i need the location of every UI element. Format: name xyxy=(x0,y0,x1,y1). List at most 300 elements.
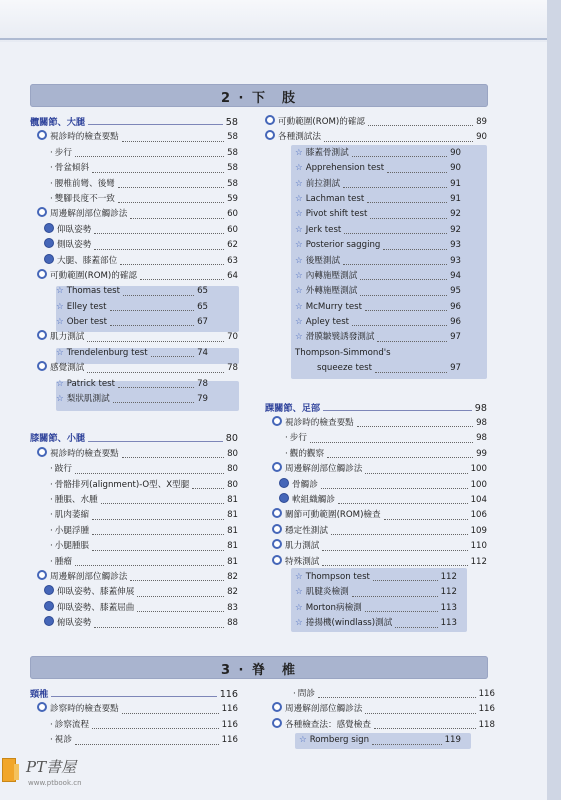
dot-leader xyxy=(92,508,224,519)
page-number: 81 xyxy=(227,541,238,552)
page-number: 98 xyxy=(476,433,487,444)
entry-title: 前拉測試 xyxy=(305,178,341,189)
page-number: 90 xyxy=(450,147,461,158)
entry-title: 問診 xyxy=(297,689,315,699)
toc-entry xyxy=(265,733,495,748)
dot-bullet-icon: · xyxy=(285,448,288,459)
filled-bullet-icon xyxy=(44,616,54,626)
dot-leader xyxy=(123,284,194,295)
circle-bullet-icon xyxy=(37,207,47,217)
dot-leader xyxy=(110,300,195,311)
entry-title: Apley test xyxy=(305,317,350,328)
dot-leader xyxy=(331,524,468,535)
dot-leader xyxy=(343,177,447,188)
dot-leader xyxy=(110,315,194,326)
toc-entry xyxy=(30,223,238,238)
entry-title: 診察流程 xyxy=(54,719,90,730)
dot-leader xyxy=(387,161,447,172)
page-number: 113 xyxy=(440,602,457,613)
entry-title: 外轉施壓測試 xyxy=(305,286,358,297)
entry-title: 仰臥姿勢 xyxy=(57,224,92,235)
page-number: 98 xyxy=(474,402,487,414)
circle-bullet-icon xyxy=(272,718,282,728)
entry-title: 腰椎前彎、後彎 xyxy=(54,178,115,189)
page-number: 58 xyxy=(227,178,238,189)
page-number: 78 xyxy=(227,363,238,374)
toc-entry xyxy=(265,478,487,493)
entry-title: 側臥姿勢 xyxy=(57,240,92,251)
page-number: 116 xyxy=(221,719,238,730)
entry-title: 後壓測試 xyxy=(305,255,341,266)
page-number: 99 xyxy=(476,448,487,459)
dot-bullet-icon: · xyxy=(50,464,53,475)
dot-leader xyxy=(75,555,224,566)
circle-bullet-icon xyxy=(37,570,47,580)
entry-title: 周邊解剖部位觸診法 xyxy=(285,704,363,715)
chapter-banner-lower-limb xyxy=(30,84,488,107)
star-bullet-icon: ☆ xyxy=(295,587,303,598)
entry-title: 大腿、膝蓋部位 xyxy=(57,255,118,266)
page-number: 97 xyxy=(450,363,461,374)
circle-bullet-icon xyxy=(37,447,47,457)
entry-title: McMurry test xyxy=(305,301,362,312)
toc-entry xyxy=(265,161,487,176)
entry-title: Thomas test xyxy=(66,286,121,297)
entry-title: 步行 xyxy=(289,433,307,444)
toc-entry xyxy=(265,416,487,431)
entry-title: Pivot shift test xyxy=(305,209,368,220)
chapter-title: 2 · 下 肢 xyxy=(220,91,298,106)
toc-entry xyxy=(30,585,238,600)
star-bullet-icon: ☆ xyxy=(56,394,64,405)
dot-leader xyxy=(87,361,224,372)
dot-bullet-icon: · xyxy=(50,556,53,567)
entry-title: Posterior sagging xyxy=(305,240,381,251)
page-number: 70 xyxy=(227,332,238,343)
star-bullet-icon: ☆ xyxy=(295,240,303,251)
entry-title: 軟組織觸診 xyxy=(292,494,335,505)
page-number: 64 xyxy=(227,270,238,281)
page-number: 60 xyxy=(227,224,238,235)
page-number: 91 xyxy=(450,178,461,189)
toc-entry xyxy=(30,601,238,616)
dot-leader xyxy=(122,447,224,458)
dot-leader xyxy=(113,392,194,403)
circle-bullet-icon xyxy=(272,539,282,549)
entry-title: 診察時的檢查要點 xyxy=(50,704,119,715)
toc-entry xyxy=(265,718,495,733)
page-number: 116 xyxy=(219,689,238,700)
dot-leader xyxy=(384,508,468,519)
dot-leader xyxy=(318,687,476,698)
entry-title: 可動範圍(ROM)的確認 xyxy=(50,270,138,281)
page-number: 80 xyxy=(227,479,238,490)
star-bullet-icon: ☆ xyxy=(295,255,303,266)
page-number: 93 xyxy=(450,255,461,266)
entry-title: Thompson-Simmond's xyxy=(295,347,391,358)
star-bullet-icon: ☆ xyxy=(295,332,303,343)
filled-bullet-icon xyxy=(279,493,289,503)
circle-bullet-icon xyxy=(37,269,47,279)
dot-leader xyxy=(140,269,224,280)
filled-bullet-icon xyxy=(44,585,54,595)
toc-entry xyxy=(30,524,238,539)
dot-leader xyxy=(92,524,224,535)
star-bullet-icon: ☆ xyxy=(295,224,303,235)
watermark-url: www.ptbook.cn xyxy=(28,779,82,787)
toc-entry xyxy=(265,192,487,207)
toc-entry xyxy=(265,254,487,269)
dot-leader xyxy=(352,585,438,596)
entry-title: 膝關節、小腿 xyxy=(30,433,86,445)
entry-title: 關節可動範圍(ROM)檢查 xyxy=(285,510,381,521)
toc-entry xyxy=(30,207,238,222)
entry-title: 肌力測試 xyxy=(50,332,85,343)
page-number: 119 xyxy=(444,735,461,746)
page-number: 67 xyxy=(197,317,208,328)
dot-bullet-icon: · xyxy=(50,541,53,552)
page-number: 80 xyxy=(227,464,238,475)
entry-title: 骨骼排列(alignment)-O型、X型腿 xyxy=(54,479,190,490)
page-number: 65 xyxy=(197,286,208,297)
entry-title: 感覺測試 xyxy=(50,363,85,374)
page-number: 60 xyxy=(227,209,238,220)
dot-leader xyxy=(321,478,468,489)
toc-entry xyxy=(265,493,487,508)
entry-title: 雙腳長度不一致 xyxy=(54,193,115,204)
dot-bullet-icon: · xyxy=(50,719,53,730)
dot-leader xyxy=(75,146,224,157)
page-number: 92 xyxy=(450,209,461,220)
dot-leader xyxy=(192,478,224,489)
entry-title: 視診時的檢查要點 xyxy=(285,418,354,429)
dot-bullet-icon: · xyxy=(50,163,53,174)
dot-leader xyxy=(92,161,224,172)
entry-title: 視診時的檢查要點 xyxy=(50,132,119,143)
dot-leader xyxy=(360,284,447,295)
entry-title: Lachman test xyxy=(305,193,365,204)
toc-entry xyxy=(265,115,487,130)
toc-left-column-ch3 xyxy=(30,687,238,749)
dot-leader xyxy=(383,238,447,249)
dot-leader xyxy=(344,223,447,234)
dot-leader xyxy=(368,115,473,126)
dot-leader xyxy=(324,130,473,141)
page-number: 58 xyxy=(225,117,238,128)
entry-title: 周邊解剖部位觸診法 xyxy=(285,464,363,475)
entry-title: 俯臥姿勢 xyxy=(57,618,92,629)
star-bullet-icon: ☆ xyxy=(299,735,307,746)
page-number: 59 xyxy=(227,193,238,204)
circle-bullet-icon xyxy=(37,330,47,340)
page-number: 65 xyxy=(197,301,208,312)
page-number: 58 xyxy=(227,132,238,143)
entry-title: Apprehension test xyxy=(305,163,385,174)
toc-entry xyxy=(30,361,238,376)
dot-leader xyxy=(367,192,447,203)
page-number: 93 xyxy=(450,240,461,251)
dot-leader xyxy=(375,361,447,372)
toc-entry xyxy=(265,346,487,361)
dot-leader xyxy=(94,223,224,234)
spacer xyxy=(30,407,238,431)
page-number: 80 xyxy=(225,433,238,445)
page-number: 91 xyxy=(450,193,461,204)
star-bullet-icon: ☆ xyxy=(295,178,303,189)
toc-entry xyxy=(265,585,487,600)
entry-title: 視診時的檢查要點 xyxy=(50,448,119,459)
dot-leader xyxy=(137,601,224,612)
dot-leader xyxy=(87,330,224,341)
circle-bullet-icon xyxy=(272,462,282,472)
toc-entry xyxy=(265,330,487,345)
entry-title: 踝關節、足部 xyxy=(265,402,321,414)
entry-title: squeeze test xyxy=(317,363,372,374)
entry-title: 腫瘤 xyxy=(54,556,72,567)
dot-leader xyxy=(338,493,468,504)
toc-entry xyxy=(30,493,238,508)
page-number: 100 xyxy=(470,479,487,490)
toc-entry xyxy=(265,269,487,284)
page-number: 104 xyxy=(470,494,487,505)
dot-bullet-icon: · xyxy=(50,510,53,521)
page-number: 81 xyxy=(227,525,238,536)
entry-title: 觀的觀察 xyxy=(289,448,325,459)
page-number: 92 xyxy=(450,224,461,235)
entry-title: 腫脹、水腫 xyxy=(54,494,98,505)
toc-entry xyxy=(265,524,487,539)
circle-bullet-icon xyxy=(37,702,47,712)
page-number: 106 xyxy=(470,510,487,521)
dot-leader xyxy=(327,447,473,458)
dot-leader xyxy=(322,555,467,566)
page-number: 88 xyxy=(227,618,238,629)
page-number: 94 xyxy=(450,270,461,281)
star-bullet-icon: ☆ xyxy=(56,378,64,389)
circle-bullet-icon xyxy=(272,702,282,712)
page-number: 58 xyxy=(227,163,238,174)
dot-leader xyxy=(372,733,442,744)
page-number: 83 xyxy=(227,602,238,613)
page-number: 63 xyxy=(227,255,238,266)
dot-leader xyxy=(130,570,224,581)
entry-title: 膝蓋骨測試 xyxy=(305,147,349,158)
dot-leader xyxy=(310,431,473,442)
dot-leader xyxy=(137,585,224,596)
entry-title: 滑膜皺襞誘發測試 xyxy=(305,332,375,343)
toc-entry xyxy=(265,238,487,253)
dot-leader xyxy=(130,207,224,218)
page-number: 116 xyxy=(478,704,495,715)
page-number: 62 xyxy=(227,240,238,251)
dot-leader xyxy=(118,192,224,203)
entry-title: Elley test xyxy=(66,301,107,312)
toc-right-column-ch2 xyxy=(265,115,487,632)
entry-title: 仰臥姿勢、膝蓋屈曲 xyxy=(57,602,135,613)
star-bullet-icon: ☆ xyxy=(295,571,303,582)
page-number: 81 xyxy=(227,556,238,567)
section-heading xyxy=(30,115,238,130)
dot-bullet-icon: · xyxy=(50,479,53,490)
entry-title: 仰臥姿勢、膝蓋伸展 xyxy=(57,587,135,598)
toc-entry xyxy=(265,687,495,702)
dot-leader xyxy=(360,269,447,280)
spacer xyxy=(265,377,487,401)
circle-bullet-icon xyxy=(272,555,282,565)
star-bullet-icon: ☆ xyxy=(295,602,303,613)
entry-title: Thompson test xyxy=(305,571,370,582)
toc-entry xyxy=(30,616,238,631)
dot-leader xyxy=(122,130,224,141)
star-bullet-icon: ☆ xyxy=(295,618,303,629)
entry-title: 捲揚機(windlass)測試 xyxy=(305,618,393,629)
dot-leader xyxy=(365,462,467,473)
entry-title: 步行 xyxy=(54,147,72,158)
entry-title: 視診 xyxy=(54,735,72,746)
star-bullet-icon: ☆ xyxy=(295,286,303,297)
toc-entry xyxy=(265,146,487,161)
dot-leader xyxy=(118,177,224,188)
page-number: 112 xyxy=(440,587,457,598)
dot-leader xyxy=(352,315,447,326)
entry-title: 內轉施壓測試 xyxy=(305,270,358,281)
entry-title: 小腿腫脹 xyxy=(54,541,90,552)
dot-leader xyxy=(365,601,438,612)
site-logo-bar-icon xyxy=(14,764,19,780)
dot-leader xyxy=(365,300,447,311)
dot-leader xyxy=(352,146,447,157)
dot-leader xyxy=(151,346,194,357)
toc-entry xyxy=(265,223,487,238)
toc-entry xyxy=(30,447,238,462)
dot-leader xyxy=(373,570,438,581)
toc-entry xyxy=(30,254,238,269)
star-bullet-icon: ☆ xyxy=(295,270,303,281)
circle-bullet-icon xyxy=(37,361,47,371)
dot-leader xyxy=(94,238,224,249)
dot-leader xyxy=(88,431,223,441)
entry-title: 肌腱炎檢測 xyxy=(305,587,349,598)
dot-bullet-icon: · xyxy=(50,494,53,505)
dot-leader xyxy=(51,687,216,697)
page-number: 116 xyxy=(221,735,238,746)
page-number: 118 xyxy=(478,719,495,730)
filled-bullet-icon xyxy=(44,238,54,248)
toc-entry xyxy=(30,238,238,253)
page-number: 97 xyxy=(450,332,461,343)
toc-entry xyxy=(30,462,238,477)
entry-title: 各種檢查法：感覺檢查 xyxy=(285,719,371,730)
entry-title: 肌肉萎縮 xyxy=(54,510,90,521)
toc-entry xyxy=(30,570,238,585)
dot-leader xyxy=(94,616,224,627)
page-number: 90 xyxy=(450,163,461,174)
toc-entry xyxy=(30,702,238,717)
dot-leader xyxy=(75,733,219,744)
page-number: 116 xyxy=(221,704,238,715)
page-number: 98 xyxy=(476,418,487,429)
toc-left-column-ch2 xyxy=(30,115,238,632)
dot-bullet-icon: · xyxy=(50,735,53,746)
page-number: 80 xyxy=(227,448,238,459)
toc-entry xyxy=(30,284,238,299)
toc-entry xyxy=(30,539,238,554)
filled-bullet-icon xyxy=(279,478,289,488)
entry-title: 梨狀肌測試 xyxy=(66,394,110,405)
toc-entry xyxy=(30,346,238,361)
dot-bullet-icon: · xyxy=(285,433,288,444)
toc-entry xyxy=(265,601,487,616)
toc-entry xyxy=(30,130,238,145)
section-heading xyxy=(30,431,238,446)
toc-entry xyxy=(265,555,487,570)
page-number: 82 xyxy=(227,587,238,598)
dot-bullet-icon: · xyxy=(293,689,296,699)
page-number: 113 xyxy=(440,618,457,629)
dot-leader xyxy=(122,702,219,713)
page-number: 79 xyxy=(197,394,208,405)
page-number: 109 xyxy=(470,525,487,536)
dot-leader xyxy=(395,616,437,627)
circle-bullet-icon xyxy=(265,130,275,140)
page-number: 89 xyxy=(476,117,487,127)
entry-title: Patrick test xyxy=(66,378,116,389)
toc-entry xyxy=(265,462,487,477)
dot-bullet-icon: · xyxy=(50,193,53,204)
page-number: 78 xyxy=(197,378,208,389)
dot-leader xyxy=(343,254,447,265)
section-heading xyxy=(30,687,238,702)
entry-title: 小腿浮腫 xyxy=(54,525,90,536)
toc-entry xyxy=(30,392,238,407)
toc-entry xyxy=(265,616,487,631)
toc-entry xyxy=(30,555,238,570)
page-number: 81 xyxy=(227,494,238,505)
entry-title: 周邊解剖部位觸診法 xyxy=(50,209,128,220)
entry-title: 頸椎 xyxy=(30,689,49,700)
toc-right-column-ch3 xyxy=(265,687,495,749)
dot-leader xyxy=(323,401,472,411)
entry-title: 肌力測試 xyxy=(285,541,320,552)
star-bullet-icon: ☆ xyxy=(56,286,64,297)
dot-leader xyxy=(365,702,475,713)
toc-entry xyxy=(30,733,238,748)
page-number: 95 xyxy=(450,286,461,297)
toc-entry xyxy=(30,161,238,176)
toc-entry xyxy=(265,284,487,299)
entry-title: Morton病檢測 xyxy=(305,602,362,613)
entry-title: 骨觸診 xyxy=(292,479,318,490)
page-number: 82 xyxy=(227,571,238,582)
entry-title: Jerk test xyxy=(305,224,342,235)
page-number: 81 xyxy=(227,510,238,521)
dot-bullet-icon: · xyxy=(50,147,53,158)
toc-entry xyxy=(265,315,487,330)
star-bullet-icon: ☆ xyxy=(56,317,64,328)
chapter-banner-spine xyxy=(30,656,488,679)
page-number: 96 xyxy=(450,317,461,328)
dot-leader xyxy=(370,207,447,218)
watermark-text: PT書屋 xyxy=(26,758,77,776)
entry-title: 周邊解剖部位觸診法 xyxy=(50,571,128,582)
toc-entry xyxy=(30,377,238,392)
toc-entry xyxy=(265,702,495,717)
dot-leader xyxy=(322,539,467,550)
dot-leader xyxy=(92,718,218,729)
circle-bullet-icon xyxy=(37,130,47,140)
toc-entry xyxy=(265,508,487,523)
toc-entry xyxy=(30,146,238,161)
